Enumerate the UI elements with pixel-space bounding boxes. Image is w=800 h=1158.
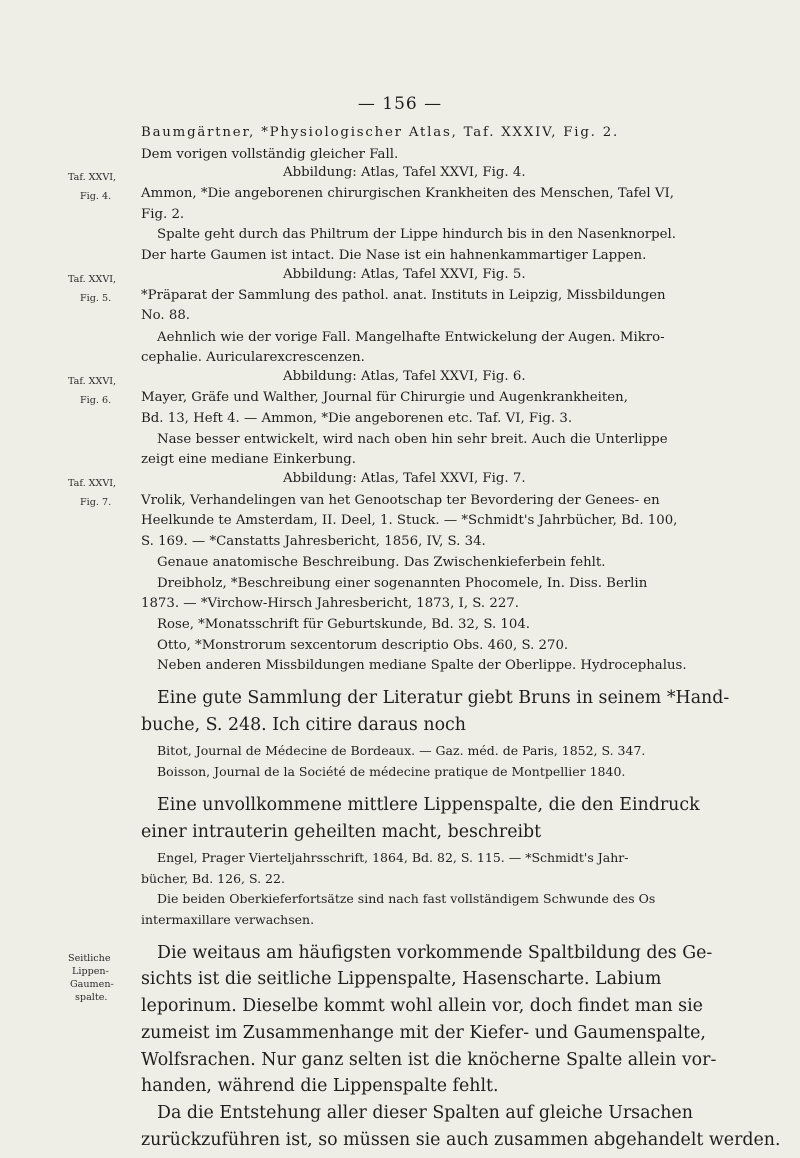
text-line: Engel, Prager Vierteljahrsschrift, 1864, Bd. 82, S. 115. — *Schmidt's Jahr- xyxy=(157,850,629,865)
text-line: einer intrauterin geheilten macht, beschreibt xyxy=(141,822,542,842)
text-line: Abbildung: Atlas, Tafel XXVI, Fig. 5. xyxy=(283,267,526,282)
text-line: Genaue anatomische Beschreibung. Das Zwischenkieferbein fehlt. xyxy=(157,555,606,570)
text-line: Abbildung: Atlas, Tafel XXVI, Fig. 4. xyxy=(283,165,526,180)
text-line: Neben anderen Missbildungen mediane Spalte der Oberlippe. Hydrocephalus. xyxy=(157,658,687,673)
margin-note: Fig. 7. xyxy=(80,497,112,508)
text-line: Wolfsrachen. Nur ganz selten ist die knöcherne Spalte allein vor- xyxy=(141,1050,717,1070)
text-line: Boisson, Journal de la Société de médecine pratique de Montpellier 1840. xyxy=(157,764,626,779)
text-line: sichts ist die seitliche Lippenspalte, Hasenscharte. Labium xyxy=(141,969,662,989)
margin-note: Taf. XXVI, xyxy=(68,478,117,489)
text-line: Eine gute Sammlung der Literatur giebt Bruns in seinem *Hand- xyxy=(157,688,730,708)
text-line: Dem vorigen vollständig gleicher Fall. xyxy=(141,147,399,162)
text-line: No. 88. xyxy=(141,308,191,323)
text-line: Baumgärtner, *Physiologischer Atlas, Taf. XXXIV, Fig. 2. xyxy=(141,125,619,140)
text-line: Mayer, Gräfe und Walther, Journal für Chirurgie und Augenkrankheiten, xyxy=(141,390,628,405)
margin-note: Taf. XXVI, xyxy=(68,172,117,183)
margin-note: Fig. 6. xyxy=(80,395,112,406)
text-line: Vrolik, Verhandelingen van het Genootschap ter Bevordering der Genees- en xyxy=(141,493,660,508)
text-line: Da die Entstehung aller dieser Spalten auf gleiche Ursachen xyxy=(157,1103,693,1123)
text-line: zurückzuführen ist, so müssen sie auch zusammen abgehandelt werden. xyxy=(141,1130,781,1150)
margin-note: Taf. XXVI, xyxy=(68,376,117,387)
text-line: Die beiden Oberkieferfortsätze sind nach fast vollständigem Schwunde des Os xyxy=(157,891,656,906)
text-line: 1873. — *Virchow-Hirsch Jahresbericht, 1873, I, S. 227. xyxy=(141,596,519,611)
text-line: Eine unvollkommene mittlere Lippenspalte, die den Eindruck xyxy=(157,795,700,815)
text-line: handen, während die Lippenspalte fehlt. xyxy=(141,1076,499,1096)
text-line: Bitot, Journal de Médecine de Bordeaux. — Gaz. méd. de Paris, 1852, S. 347. xyxy=(157,743,646,758)
margin-note: Seitliche xyxy=(68,953,111,964)
text-line: Abbildung: Atlas, Tafel XXVI, Fig. 7. xyxy=(283,471,526,486)
text-line: S. 169. — *Canstatts Jahresbericht, 1856, IV, S. 34. xyxy=(141,534,486,549)
text-line: *Präparat der Sammlung des pathol. anat. Instituts in Leipzig, Missbildungen xyxy=(141,288,666,303)
text-line: Spalte geht durch das Philtrum der Lippe hindurch bis in den Nasenknorpel. xyxy=(157,227,676,242)
text-line: Nase besser entwickelt, wird nach oben hin sehr breit. Auch die Unterlippe xyxy=(157,432,668,447)
text-line: Dreibholz, *Beschreibung einer sogenannten Phocomele, In. Diss. Berlin xyxy=(157,576,648,591)
text-line: Ammon, *Die angeborenen chirurgischen Krankheiten des Menschen, Tafel VI, xyxy=(141,186,674,201)
margin-note: spalte. xyxy=(75,992,108,1003)
text-line: buche, S. 248. Ich citire daraus noch xyxy=(141,715,466,735)
text-line: zeigt eine mediane Einkerbung. xyxy=(141,452,357,467)
text-line: zumeist im Zusammenhange mit der Kiefer- und Gaumenspalte, xyxy=(141,1023,706,1043)
text-line: Heelkunde te Amsterdam, II. Deel, 1. Stuck. — *Schmidt's Jahrbücher, Bd. 100, xyxy=(141,513,678,528)
text-line: bücher, Bd. 126, S. 22. xyxy=(141,871,285,886)
margin-note: Taf. XXVI, xyxy=(68,274,117,285)
text-line: cephalie. Auricularexcrescenzen. xyxy=(141,350,365,365)
text-line: Aehnlich wie der vorige Fall. Mangelhafte Entwickelung der Augen. Mikro- xyxy=(157,330,665,345)
text-line: intermaxillare verwachsen. xyxy=(141,912,315,927)
margin-note: Lippen- xyxy=(72,966,109,977)
text-line: Rose, *Monatsschrift für Geburtskunde, Bd. 32, S. 104. xyxy=(157,617,531,632)
text-line: Bd. 13, Heft 4. — Ammon, *Die angeborenen etc. Taf. VI, Fig. 3. xyxy=(141,411,573,426)
margin-note: Fig. 4. xyxy=(80,191,112,202)
text-line: Otto, *Monstrorum sexcentorum descriptio Obs. 460, S. 270. xyxy=(157,638,569,653)
text-line: leporinum. Dieselbe kommt wohl allein vor, doch findet man sie xyxy=(141,996,703,1016)
text-line: Die weitaus am häufigsten vorkommende Spaltbildung des Ge- xyxy=(157,943,713,963)
margin-note: Gaumen- xyxy=(70,979,114,990)
page-number: — 156 — xyxy=(357,94,443,114)
margin-note: Fig. 5. xyxy=(80,293,112,304)
text-line: Abbildung: Atlas, Tafel XXVI, Fig. 6. xyxy=(283,369,526,384)
text-line: Der harte Gaumen ist intact. Die Nase ist ein hahnenkammartiger Lappen. xyxy=(141,248,647,263)
text-line: Fig. 2. xyxy=(141,207,185,222)
